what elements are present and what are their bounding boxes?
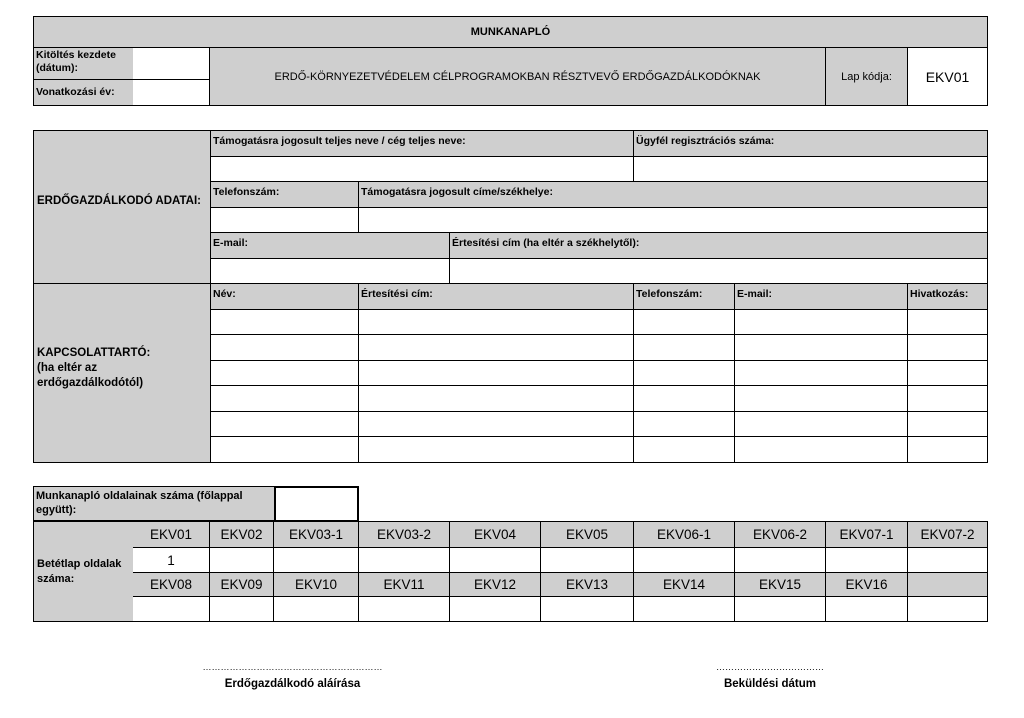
client-reg-field[interactable] [634,157,987,182]
insert-pages-label: Betétlap oldalak száma: [34,522,134,621]
client-reg-label: Ügyfél regisztrációs száma: [634,131,987,157]
address-field[interactable] [359,208,987,233]
phone-label: Telefonszám: [211,182,359,208]
code-cell: EKV07-2 [908,522,987,548]
page-count-cell[interactable] [274,548,359,573]
code-cell: EKV01 [133,522,210,548]
page-count-cell[interactable] [359,548,450,573]
code-cell: EKV05 [541,522,634,548]
start-date-label: Kitöltés kezdete (dátum): [34,48,134,80]
code-cell: EKV15 [735,573,826,597]
page-code-label: Lap kódja: [826,48,908,105]
code-cell: EKV16 [826,573,908,597]
contact-col-name: Név: [211,284,359,310]
page-count-cell[interactable] [450,548,541,573]
page-count-label: Munkanapló oldalainak száma (főlappal együtt): [33,486,275,521]
page-count-cell[interactable] [541,597,634,621]
table-row[interactable] [211,412,987,437]
code-cell: EKV06-2 [735,522,826,548]
page-count-cell[interactable] [735,597,826,621]
code-cell [908,573,987,597]
code-cell: EKV06-1 [634,522,735,548]
page-count-cell[interactable] [133,597,210,621]
code-cell: EKV10 [274,573,359,597]
full-name-field[interactable] [211,157,634,182]
address-label: Támogatásra jogosult címe/székhelye: [359,182,987,208]
reference-year-field[interactable] [133,80,210,105]
contact-section-label [34,284,211,462]
page-code-value: EKV01 [908,48,987,105]
code-cell: EKV12 [450,573,541,597]
page-count-cell[interactable] [450,597,541,621]
page-count-field[interactable] [274,486,359,522]
page-count-cell[interactable] [826,597,908,621]
form-title: MUNKANAPLÓ [33,16,988,48]
signature-label: Erdőgazdálkodó aláírása [224,677,361,690]
page-count-cell[interactable] [908,597,987,621]
page-count-cell[interactable] [826,548,908,573]
owner-section-label: ERDŐGAZDÁLKODÓ ADATAI: [34,131,211,284]
email-field[interactable] [211,259,450,284]
contact-label-title: KAPCSOLATTARTÓ: [37,347,151,359]
full-name-label: Támogatásra jogosult teljes neve / cég teljes neve: [211,131,634,157]
table-row[interactable] [211,310,987,335]
notify-address-label: Értesítési cím (ha eltér a székhelytől): [450,233,987,259]
page-count-cell[interactable] [359,597,450,621]
code-cell: EKV14 [634,573,735,597]
email-label: E-mail: [211,233,450,259]
page-count-cell[interactable] [735,548,826,573]
date-label: Beküldési dátum [723,677,817,690]
page-count-cell[interactable] [210,597,274,621]
date-line: ……………………………… [716,662,824,672]
code-cell: EKV03-2 [359,522,450,548]
phone-field[interactable] [211,208,359,233]
contact-col-reference: Hivatkozás: [908,284,987,310]
page-count-cell[interactable] [634,548,735,573]
table-row[interactable] [211,386,987,412]
page-count-cell[interactable] [634,597,735,621]
insert-pages-grid [133,522,987,621]
signature-line: …………………………………………………… [202,662,383,672]
contact-col-address: Értesítési cím: [359,284,634,310]
contact-col-phone: Telefonszám: [634,284,735,310]
page-count-cell[interactable] [541,548,634,573]
table-row[interactable] [211,335,987,361]
code-cell: EKV11 [359,573,450,597]
code-cell: EKV02 [210,522,274,548]
notify-address-field[interactable] [450,259,987,284]
table-row[interactable] [211,361,987,386]
contact-grid [211,310,987,462]
page-count-cell[interactable]: 1 [133,548,210,573]
code-cell: EKV04 [450,522,541,548]
code-cell: EKV13 [541,573,634,597]
code-cell: EKV03-1 [274,522,359,548]
page-count-cell[interactable] [908,548,987,573]
contact-label-note: (ha eltér az erdőgazdálkodótól) [37,362,144,389]
code-cell: EKV09 [210,573,274,597]
page-count-cell[interactable] [210,548,274,573]
code-cell: EKV08 [133,573,210,597]
reference-year-label: Vonatkozási év: [34,80,134,105]
program-title: ERDŐ-KÖRNYEZETVÉDELEM CÉLPROGRAMOKBAN RÉSZTVEVŐ ERDŐGAZDÁLKODÓKNAK [210,48,826,105]
code-cell: EKV07-1 [826,522,908,548]
page-count-cell[interactable] [274,597,359,621]
contact-col-email: E-mail: [735,284,908,310]
table-row[interactable] [211,437,987,462]
start-date-field[interactable] [133,48,210,80]
